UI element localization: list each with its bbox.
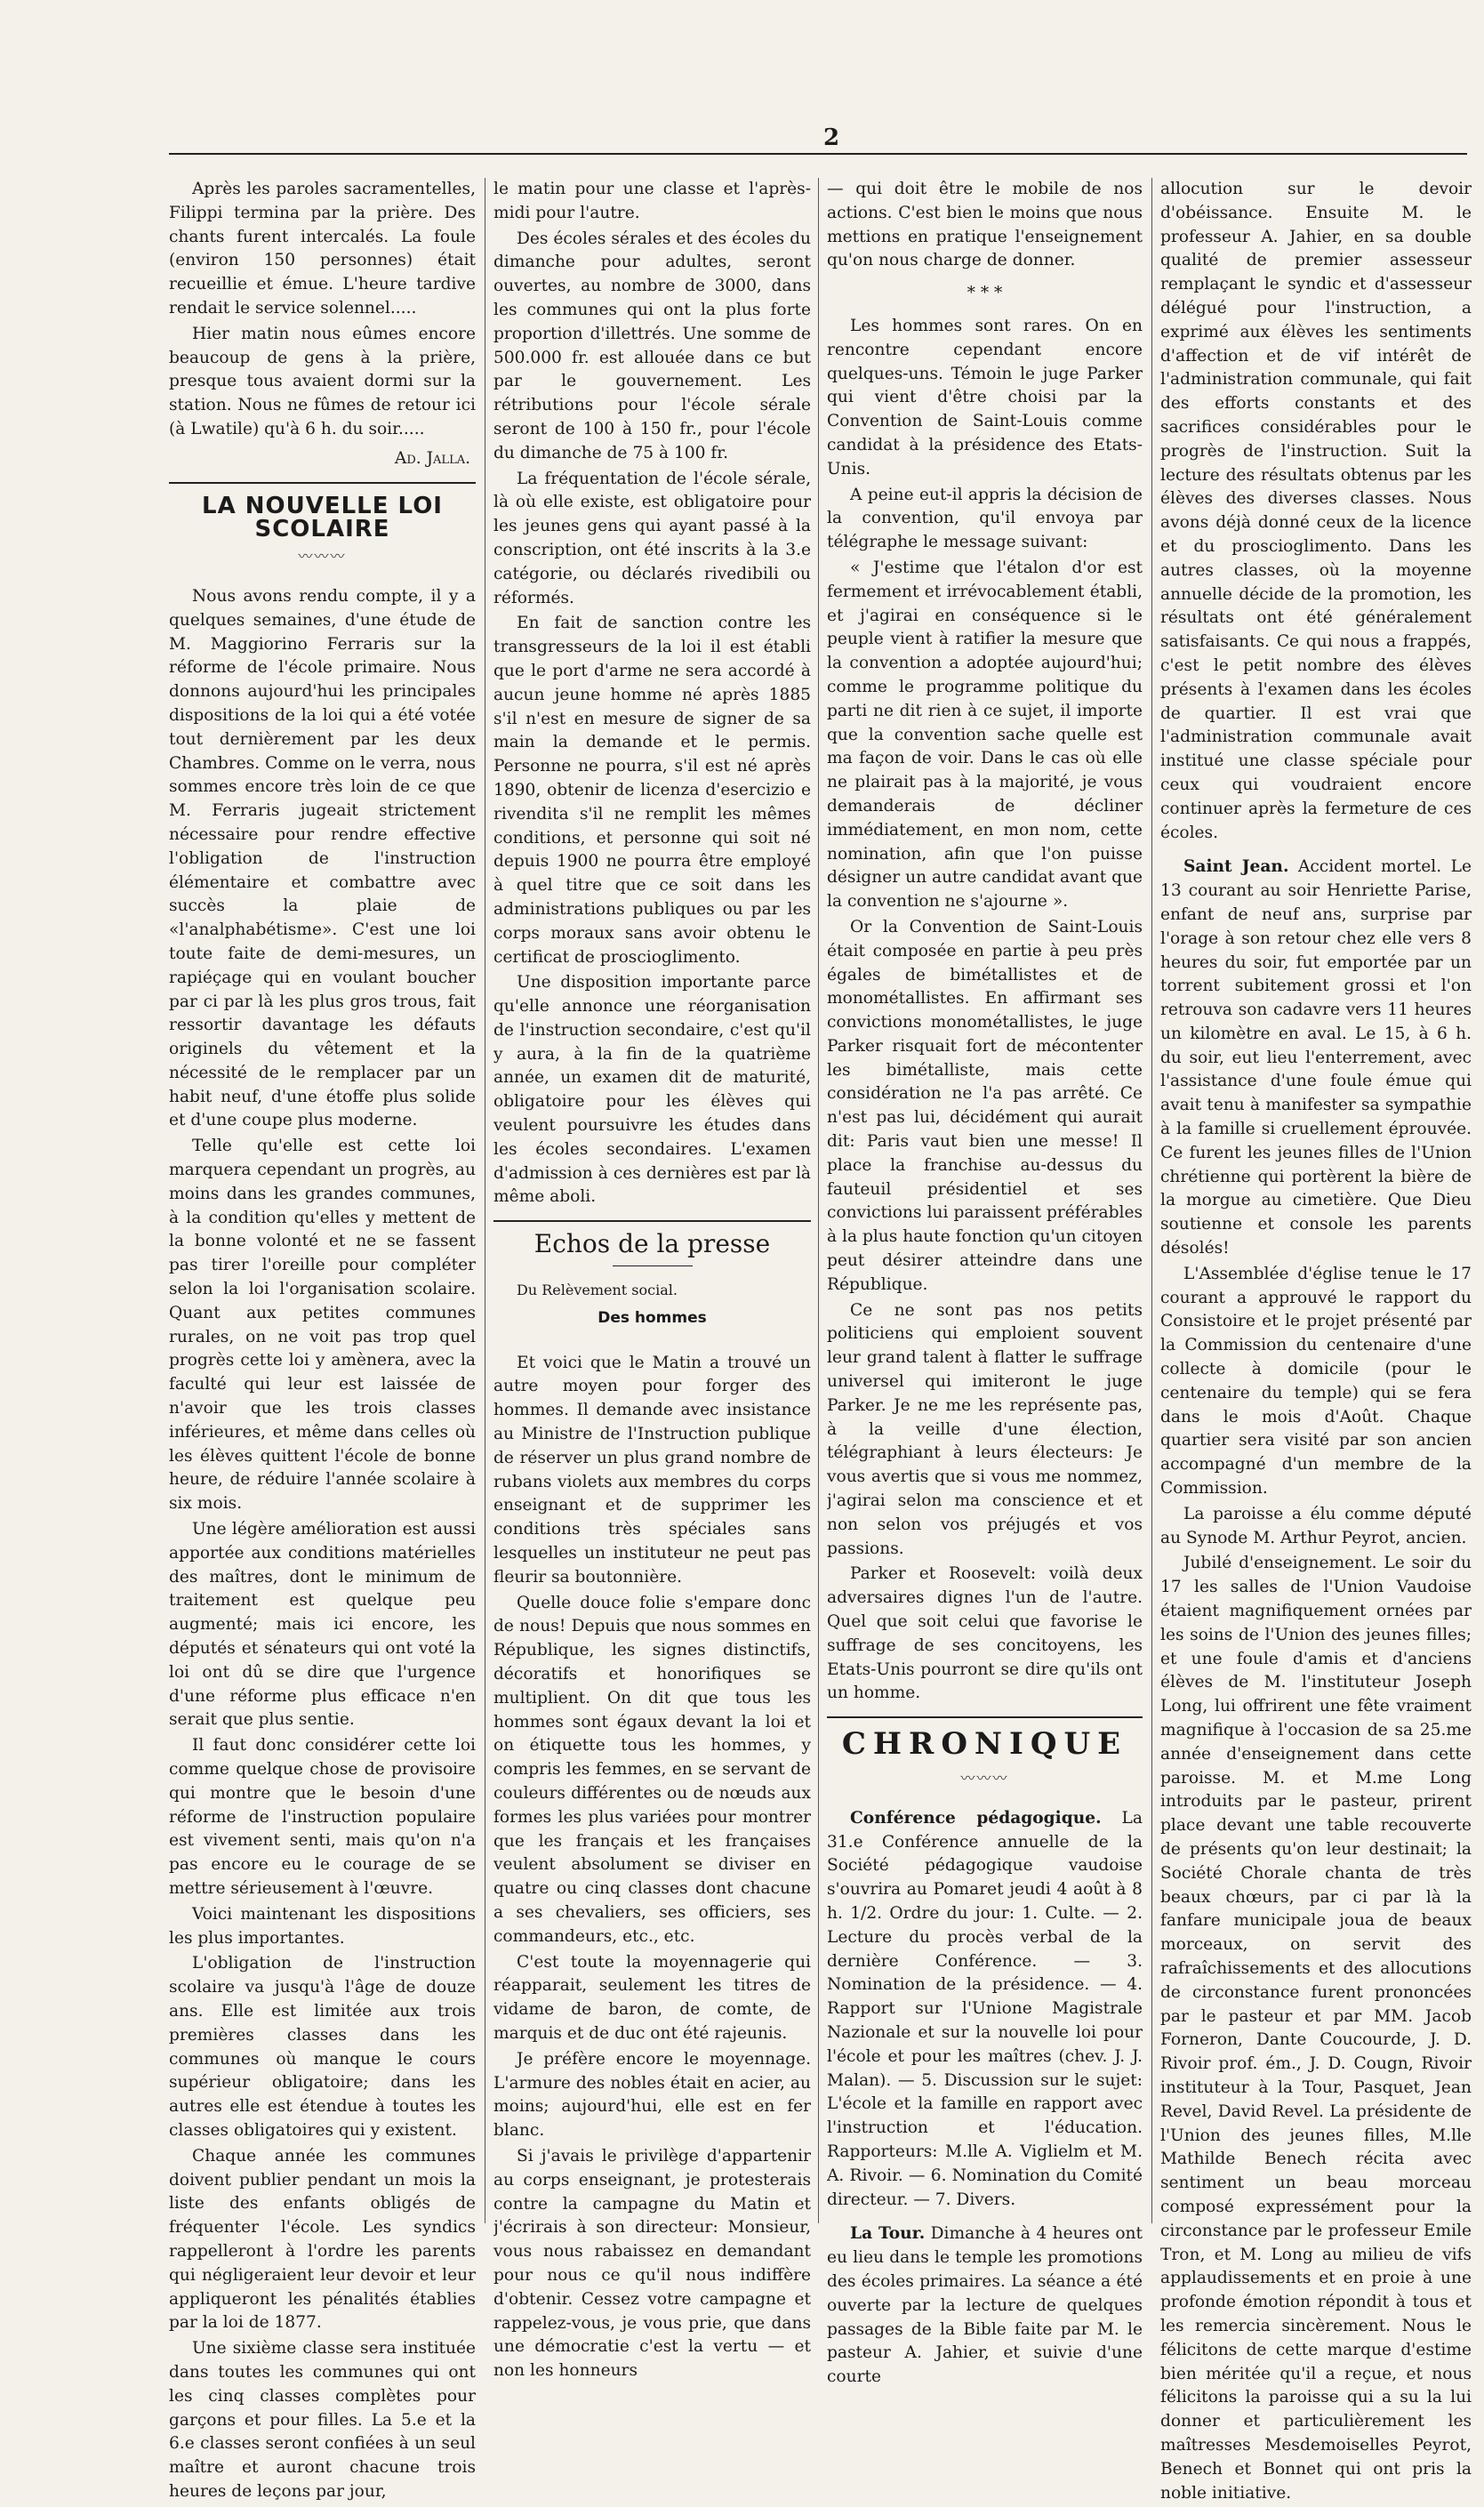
ornament: 〰〰〰 — [960, 1770, 1009, 1787]
paragraph: L'Assemblée d'église tenue le 17 courant a approuvé le rapport du Consistoire et le projet présenté par la Commission du centenaire d'une collecte à domicile (pour le centenaire du temple) qui se fera dans le mois d'Août. Chaque quartier sera visité par son ancien accompagné d'un membre de la Commission. — [1160, 1264, 1472, 1499]
paragraph: Et voici que le Matin a trouvé un autre moyen pour forger des hommes. Il demande avec insistance au Ministre de l'Instruction publique de réserver un plus grand nombre de rubans violets aux membres du corps enseignant et de supprimer les conditions très spéciales sans lesquelles un instituteur ne peut pas fleurir sa boutonnière. — [493, 1353, 811, 1587]
article-title: LA NOUVELLE LOI SCOLAIRE — [202, 492, 443, 543]
paragraph: Les hommes sont rares. On en rencontre cependant encore quelques-uns. Témoin le juge Parker qui vient d'être choisi par la Convention de Saint-Louis comme candidat à la présidence des Etats-Unis. — [827, 316, 1143, 478]
source-line: Du Relèvement social. — [517, 1282, 678, 1299]
paragraph: Une sixième classe sera instituée dans toutes les communes qui ont les cinq classes complètes pour garçons et pour filles. La 5.e et la 6.e classes seront confiées à un seul maître et auront chacune trois heures de leçons par jour, — [169, 2339, 476, 2501]
paragraph: A peine eut-il appris la décision de la convention, qu'il envoya par télégraphe le message suivant: — [827, 485, 1143, 552]
column-divider — [818, 178, 819, 2223]
article-subhead: Des hommes — [598, 1308, 707, 1327]
paragraph: La fréquentation de l'école sérale, là où elle existe, est obligatoire pour les jeunes gens qui ayant passé à la conscription, ont été inscrits à la 3.e catégorie, ou déclarés rivedibili ou réformés. — [493, 469, 811, 607]
column-3 — [827, 178, 1143, 2391]
paragraph: La paroisse a élu comme député au Synode M. Arthur Peyrot, ancien. — [1160, 1504, 1472, 1547]
paragraph: Jubilé d'enseignement. Le soir du 17 les salles de l'Union Vaudoise étaient magnifiquement ornées par les soins de l'Union des jeunes filles; et une foule d'amis et d'anciens élèves de M. l'instituteur Joseph Long, lui offrirent une fête vraiment magnifique à l'occasion de sa 25.me année d'enseignement dans cette paroisse. M. et M.me Long introduits par le pasteur, prirent place devant une table recouverte de présents qu'on leur destinait; la Société Chorale chanta de très beaux chœurs, par ci par là la fanfare municipale joua de beaux morceaux, on servit des rafraîchissements et des allocutions de circonstance furent prononcées par le pasteur et par MM. Jacob Forneron, Dante Coucourde, J. D. Rivoir prof. ém., J. D. Cougn, Rivoir instituteur à la Tour, Pasquet, Jean Revel, David Revel. La présidente de l'Union des jeunes filles, M.lle Mathilde Benech récita avec sentiment un beau morceau composé expressément pour la circonstance par le professeur Emile Tron, et M. Long au milieu de vifs applaudissements et en proie à une profonde émotion répondit à tous et les remercia sincèrement. Nous le félicitons de cette marque d'estime bien méritée qu'il a reçue, et nous félicitons la paroisse qui a su la lui donner et particulièrement les maîtresses Mesdemoiselles Peyrot, Benech et Bonnet qui ont pris la noble initiative. — [1160, 1554, 1472, 2503]
paragraph: Après les paroles sacramentelles, Filippi termina par la prière. Des chants furent intercalés. La foule (environ 150 personnes) était recueillie et émue. L'heure tardive rendait le service solennel..... — [169, 180, 476, 317]
paragraph: Une légère amélioration est aussi apportée aux conditions matérielles des maîtres, dont le minimum de traitement est quelque peu augmenté; mais ici encore, les députés et sénateurs qui ont voté la loi ont dû se dire que l'urgence d'une réforme plus efficace n'en serait que plus sentie. — [169, 1520, 476, 1730]
paragraph: Ce ne sont pas nos petits politiciens qui emploient souvent leur grand talent à flatter le suffrage universel qui imiteront le juge Parker. Je ne me les représente pas, à la veille d'une élection, télégraphiant à leurs électeurs: Je vous avertis que si vous me nommez, j'agirai selon ma conscience et et non selon vos préjugés et vos passions. — [827, 1300, 1143, 1558]
paragraph: — qui doit être le mobile de nos actions. C'est bien le moins que nous mettions en pratique l'enseignement qu'on nous charge de donner. — [827, 180, 1143, 270]
paragraph: Des écoles sérales et des écoles du dimanche pour adultes, seront ouvertes, au nombre de 3000, dans les communes qui ont la plus forte proportion d'illettrés. Une somme de 500.000 fr. est allouée dans ce but par le gouvernement. Les rétributions pour l'école sérale seront de 100 à 150 fr., pour l'école du dimanche de 75 à 100 fr. — [493, 229, 811, 462]
paragraph: La 31.e Conférence annuelle de la Société pédagogique vaudoise s'ouvrira au Pomaret jeudi 4 août à 8 h. 1/2. Ordre du jour: 1. Culte. — 2. Lecture du procès verbal de la dernière Conférence. — 3. Nomination de la présidence. — 4. Rapport sur l'Unione Magistrale Nazionale et sur la nouvelle loi pour l'école et pour les maîtres (chev. J. J. Malan). — 5. Discussion sur le sujet: L'école et la famille en rapport avec l'instruction et l'éducation. Rapporteurs: M.lle A. Viglielm et M. A. Rivoir. — 6. Nomination du Comité directeur. — 7. Divers. — [827, 1808, 1143, 2209]
paragraph: Hier matin nous eûmes encore beaucoup de gens à la prière, presque tous avaient dormi sur la station. Nous ne fûmes de retour ici (à Lwatile) qu'à 6 h. du soir..... — [169, 324, 476, 438]
column-4 — [1160, 178, 1472, 2507]
section-rule — [493, 1220, 811, 1222]
column-1 — [169, 178, 476, 2506]
paragraph: Si j'avais le privilège d'appartenir au corps enseignant, je protesterais contre la campagne du Matin et j'écrirais à son directeur: Monsieur, vous nous rabaissez en demandant pour nous ce qu'il nous indiffère d'obtenir. Cessez votre campagne et rappelez-vous, je vous prie, que dans une démocratie c'est la vertu — et non les honneurs — [493, 2146, 811, 2381]
section-rule — [169, 482, 476, 484]
lead-heading: La Tour. — [850, 2224, 926, 2244]
lead-heading: Conférence pédagogique. — [850, 1808, 1102, 1828]
page-number: 2 — [805, 125, 858, 151]
paragraph: Il faut donc considérer cette loi comme quelque chose de provisoire qui montre que le besoin d'une réforme de l'instruction populaire est vivement senti, mais qu'on n'a pas encore eu le courage de se mettre sérieusement à l'œuvre. — [169, 1736, 476, 1898]
paragraph: Je préfère encore le moyennage. L'armure des nobles était en acier, au moins; aujourd'hui, elle est en fer blanc. — [493, 2049, 811, 2141]
lead-heading: Saint Jean. — [1183, 857, 1289, 877]
paragraph: Quelle douce folie s'empare donc de nous! Depuis que nous sommes en République, les signes distinctifs, décoratifs et honorifiques se multiplient. On dit que tous les hommes sont égaux devant la loi et on étiquette tous les hommes, y compris les femmes, en se servant de couleurs différentes ou de nœuds aux formes les plus variées pour montrer que les français et les françaises veulent absolument se diviser en quatre ou cinq classes dont chacune a ses chevaliers, ses officiers, ses commandeurs, etc., etc. — [493, 1593, 811, 1946]
paragraph: le matin pour une classe et l'après-midi pour l'autre. — [493, 180, 811, 222]
paragraph: L'obligation de l'instruction scolaire va jusqu'à l'âge de douze ans. Elle est limitée aux trois premières classes dans les communes où manque le cours supérieur obligatoire; dans les autres elle est étendue à toutes les classes obligatoires qui y existent. — [169, 1954, 476, 2140]
paragraph: Chaque année les communes doivent publier pendant un mois la liste des enfants obligés de fréquenter l'école. Les syndics rappelleront à l'ordre les parents qui négligeraient leur devoir et leur appliqueront les pénalités établies par la loi de 1877. — [169, 2146, 476, 2333]
asterism: * * * — [967, 284, 1003, 303]
paragraph: C'est toute la moyennagerie qui réapparait, seulement les titres de vidame de baron, de comte, de marquis et de duc ont été rajeunis. — [493, 1952, 811, 2043]
paragraph: allocution sur le devoir d'obéissance. Ensuite M. le professeur A. Jahier, en sa double qualité de premier assesseur remplaçant le syndic et d'assesseur délégué pour l'instruction, a exprimé aux élèves les sentiments d'affection et de vif intérêt de l'administration communale, qui fait des efforts constants et des sacrifices considérables pour le progrès de l'instruction. Suit la lecture des résultats obtenus par les élèves des diverses classes. Nous avons déjà donné ceux de la licence et du proscioglimento. Dans les autres classes, où la moyenne annuelle décide de la promotion, les résultats ont été généralement satisfaisants. Ce qui nous a frappés, c'est le petit nombre des élèves présents à l'examen dans les écoles de quartier. Il est vrai que l'administration communale avait institué une classe spéciale pour ceux qui voudraient encore continuer après la fermeture de ces écoles. — [1160, 180, 1472, 842]
paragraph: Voici maintenant les dispositions les plus importantes. — [169, 1904, 476, 1948]
paragraph: Accident mortel. Le 13 courant au soir Henriette Parise, enfant de neuf ans, surprise par l'orage à son retour chez elle vers 8 heures du soir, fut emportée par un torrent subitement grossi et l'on retrouva son cadavre vers 11 heures un kilomètre en aval. Le 15, à 6 h. du soir, eut lieu l'enterrement, avec l'assistance d'une foule émue qui avait tenu à manifester sa sympathie à la famille si cruellement éprouvée. Ce furent les jeunes filles de l'Union chrétienne qui portèrent la bière de la morgue au cimetière. Que Dieu soutienne et console les parents désolés! — [1160, 857, 1472, 1258]
section-title: Echos de la presse — [533, 1229, 771, 1259]
paragraph: Nous avons rendu compte, il y a quelques semaines, d'une étude de M. Maggiorino Ferraris sur la réforme de l'école primaire. Nous donnons aujourd'hui les principales dispositions de la loi qui a été votée tout dernièrement par les deux Chambres. Comme on le verra, nous sommes encore très loin de ce que M. Ferraris jugeait strictement nécessaire pour rendre effective l'obligation de l'instruction élémentaire et combattre avec succès la plaie de «l'analphabétisme». C'est une loi toute faite de demi-mesures, un rapiéçage qui en voulant boucher par ci par là les plus gros trous, fait ressortir davantage les défauts originels du vêtement et la nécessité de le remplacer par un habit neuf, d'une étoffe plus solide et d'une coupe plus moderne. — [169, 586, 476, 1130]
header-rule — [169, 153, 1467, 155]
column-divider — [1151, 178, 1152, 2223]
paragraph: « J'estime que l'étalon d'or est fermement et irrévocablement établi, et j'agirai en conséquence si le peuple vient à ratifier la mesure que la convention a adoptée aujourd'hui; comme le programme politique du parti ne dit rien à ce sujet, il importe que la convention sache quelle est ma façon de voir. Dans le cas où elle ne plairait pas à la majorité, je vous demanderais de décliner immédiatement, en mon nom, cette nomination, afin que l'on puisse désigner un autre candidat avant que la convention ne s'ajourne ». — [827, 558, 1143, 912]
paragraph: Telle qu'elle est cette loi marquera cependant un progrès, au moins dans les grandes communes, à la condition qu'elles y mettent de la bonne volonté et ne se fassent pas tirer l'oreille pour compléter selon la loi l'organisation scolaire. Quant aux petites communes rurales, on ne voit pas trop quel progrès cette loi y amènera, avec la faculté qui leur est laissée de n'avoir que les trois classes inférieures, et même dans celles où les élèves quittent l'école de bonne heure, de réduire l'année scolaire à six mois. — [169, 1137, 476, 1514]
chronique-title: CHRONIQUE — [841, 1726, 1128, 1763]
paragraph: Or la Convention de Saint-Louis était composée en partie à peu près égales de bimétallistes et de monométallistes. En affirmant ses convictions monométallistes, le juge Parker risquait fort de mécontenter les bimétalliste, mais cette considération ne l'a pas arrêté. Ce n'est pas lui, décidément qui aurait dit: Paris vaut bien une messe! Il place la franchise au-dessus du fauteuil présidentiel et ses convictions lui paraissent préférables à la plus haute fonction qu'un citoyen peut désirer atteindre dans une République. — [827, 917, 1143, 1294]
paragraph: Dimanche à 4 heures ont eu lieu dans le temple les promotions des écoles primaires. La séance a été ouverte par la lecture de quelques passages de la Bible faite par M. le pasteur A. Jahier, et suivie d'une courte — [827, 2224, 1143, 2387]
paragraph: En fait de sanction contre les transgresseurs de la loi il est établi que le port d'arme ne sera accordé à aucun jeune homme né après 1885 s'il n'est en mesure de signer de sa main la demande et le permis. Personne ne pourra, s'il est né après 1890, obtenir de licenza d'esercizio e rivendita s'il ne remplit les mêmes conditions, et personne qui soit né depuis 1900 ne pourra être employé à quel titre que ce soit dans les administrations publiques ou par les corps moraux sans avoir obtenu le certificat de proscioglimento. — [493, 614, 811, 967]
paragraph: Parker et Roosevelt: voilà deux adversaires dignes l'un de l'autre. Quel que soit celui que favorise le suffrage de ses concitoyens, les Etats-Unis pourront se dire qu'ils ont un homme. — [827, 1564, 1143, 1703]
paragraph: Une disposition importante parce qu'elle annonce une réorganisation de l'instruction secondaire, c'est qu'il y aura, à la fin de la quatrième année, un examen dit de maturité, obligatoire pour les élèves qui veulent poursuivre les études dans les écoles secondaires. L'examen d'admission à ces dernières est par là même aboli. — [493, 973, 811, 1207]
column-2 — [493, 178, 811, 2385]
ornament: 〰〰〰 — [298, 548, 347, 566]
signature: Ad. Jalla. — [394, 448, 470, 468]
section-rule — [827, 1716, 1143, 1718]
